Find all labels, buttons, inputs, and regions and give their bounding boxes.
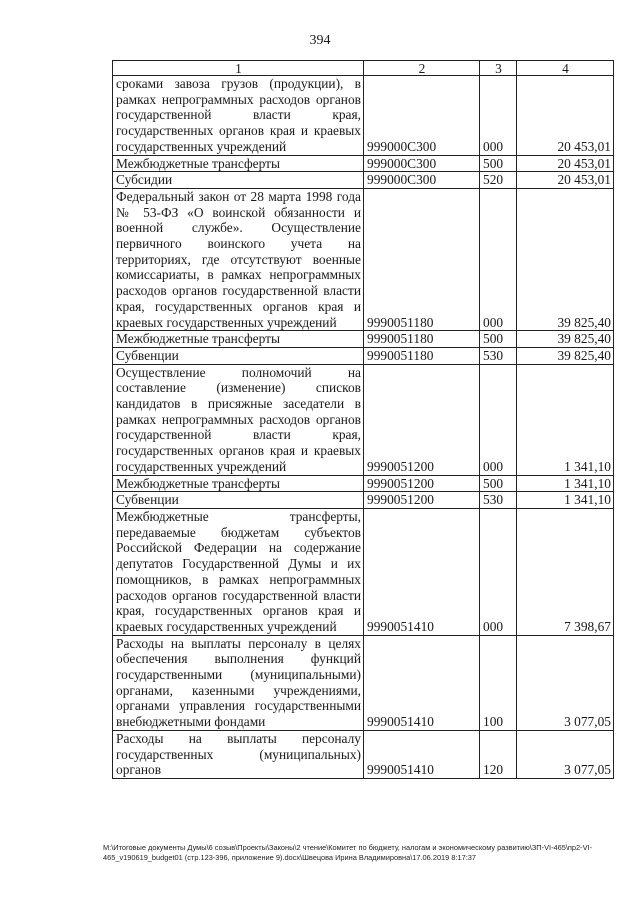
row-name: Федеральный закон от 28 марта 1998 года № 53-ФЗ «О воинской обязанности и военной службе». Осуществление первичного воинского учета на территориях, где отсутствуют военные комиссариаты, в рамках непрограммных расходов органов государственной власти края, государственных органов края и краевых государственных учреждений	[113, 188, 364, 330]
row-code: 999000С300	[364, 155, 480, 172]
row-type: 500	[480, 475, 517, 492]
row-code: 9990051200	[364, 475, 480, 492]
table-row	[113, 347, 614, 364]
row-type: 500	[480, 155, 517, 172]
table-row	[113, 492, 614, 509]
row-type: 000	[480, 364, 517, 475]
row-type: 530	[480, 492, 517, 509]
row-type: 500	[480, 331, 517, 348]
row-code: 9990051200	[364, 492, 480, 509]
row-type: 120	[480, 730, 517, 778]
row-amount: 1 341,10	[517, 492, 614, 509]
row-name: Субвенции	[113, 492, 364, 509]
row-name: Межбюджетные трансферты	[113, 475, 364, 492]
table-row	[113, 76, 614, 156]
column-header-amount: 4	[517, 61, 614, 76]
row-code: 9990051200	[364, 364, 480, 475]
row-code: 9990051410	[364, 730, 480, 778]
row-code: 9990051410	[364, 635, 480, 730]
column-header-code: 2	[364, 61, 480, 76]
page-number: 394	[309, 33, 331, 48]
table-row	[113, 475, 614, 492]
table-row	[113, 331, 614, 348]
table-row	[113, 172, 614, 189]
row-name: Субсидии	[113, 172, 364, 189]
row-amount: 7 398,67	[517, 508, 614, 635]
row-code: 999000С300	[364, 76, 480, 156]
table-row	[113, 155, 614, 172]
row-type: 520	[480, 172, 517, 189]
table-header-row	[113, 61, 614, 76]
row-code: 9990051180	[364, 331, 480, 348]
row-type: 000	[480, 508, 517, 635]
table-row	[113, 508, 614, 635]
row-amount: 1 341,10	[517, 364, 614, 475]
row-amount: 20 453,01	[517, 155, 614, 172]
column-header-type: 3	[480, 61, 517, 76]
row-name: Межбюджетные трансферты	[113, 331, 364, 348]
row-name: Осуществление полномочий на составление (изменение) списков кандидатов в присяжные заседатели в рамках непрограммных расходов органов государственной власти края, государственных органов края и краевых государственных учреждений	[113, 364, 364, 475]
row-code: 999000С300	[364, 172, 480, 189]
document-path-footer: M:\Итоговые документы Думы\6 созыв\Проекты\Законы\2 чтение\Комитет по бюджету, налогам и экономическому развитию\ЗП-VI-465\пр2-VI-465_v190619_budget01 (стр.123-396, приложение 9).docx\Швецова Ирина Владимировна\17.06.2019 8:17:37	[103, 843, 593, 862]
row-amount: 3 077,05	[517, 635, 614, 730]
column-header-name: 1	[113, 61, 364, 76]
row-amount: 3 077,05	[517, 730, 614, 778]
row-amount: 39 825,40	[517, 188, 614, 330]
row-type: 100	[480, 635, 517, 730]
row-type: 530	[480, 347, 517, 364]
table-row	[113, 635, 614, 730]
row-name: Расходы на выплаты персоналу государственных (муниципальных) органов	[113, 730, 364, 778]
row-code: 9990051180	[364, 347, 480, 364]
table-row	[113, 188, 614, 330]
row-amount: 1 341,10	[517, 475, 614, 492]
row-name: сроками завоза грузов (продукции), в рамках непрограммных расходов органов государственной власти края, государственных органов края и краевых государственных учреждений	[113, 76, 364, 156]
row-amount: 20 453,01	[517, 172, 614, 189]
row-amount: 20 453,01	[517, 76, 614, 156]
row-amount: 39 825,40	[517, 347, 614, 364]
row-type: 000	[480, 188, 517, 330]
row-amount: 39 825,40	[517, 331, 614, 348]
row-name: Межбюджетные трансферты, передаваемые бюджетам субъектов Российской Федерации на содержание депутатов Государственной Думы и их помощников, в рамках непрограммных расходов органов государственной власти края, государственных органов края и краевых государственных учреждений	[113, 508, 364, 635]
row-name: Субвенции	[113, 347, 364, 364]
row-code: 9990051180	[364, 188, 480, 330]
row-name: Межбюджетные трансферты	[113, 155, 364, 172]
table-row	[113, 364, 614, 475]
row-name: Расходы на выплаты персоналу в целях обеспечения выполнения функций государственными (муниципальными) органами, казенными учреждениями, органами управления государственными внебюджетными фондами	[113, 635, 364, 730]
budget-table	[112, 60, 614, 779]
row-code: 9990051410	[364, 508, 480, 635]
table-row	[113, 730, 614, 778]
row-type: 000	[480, 76, 517, 156]
